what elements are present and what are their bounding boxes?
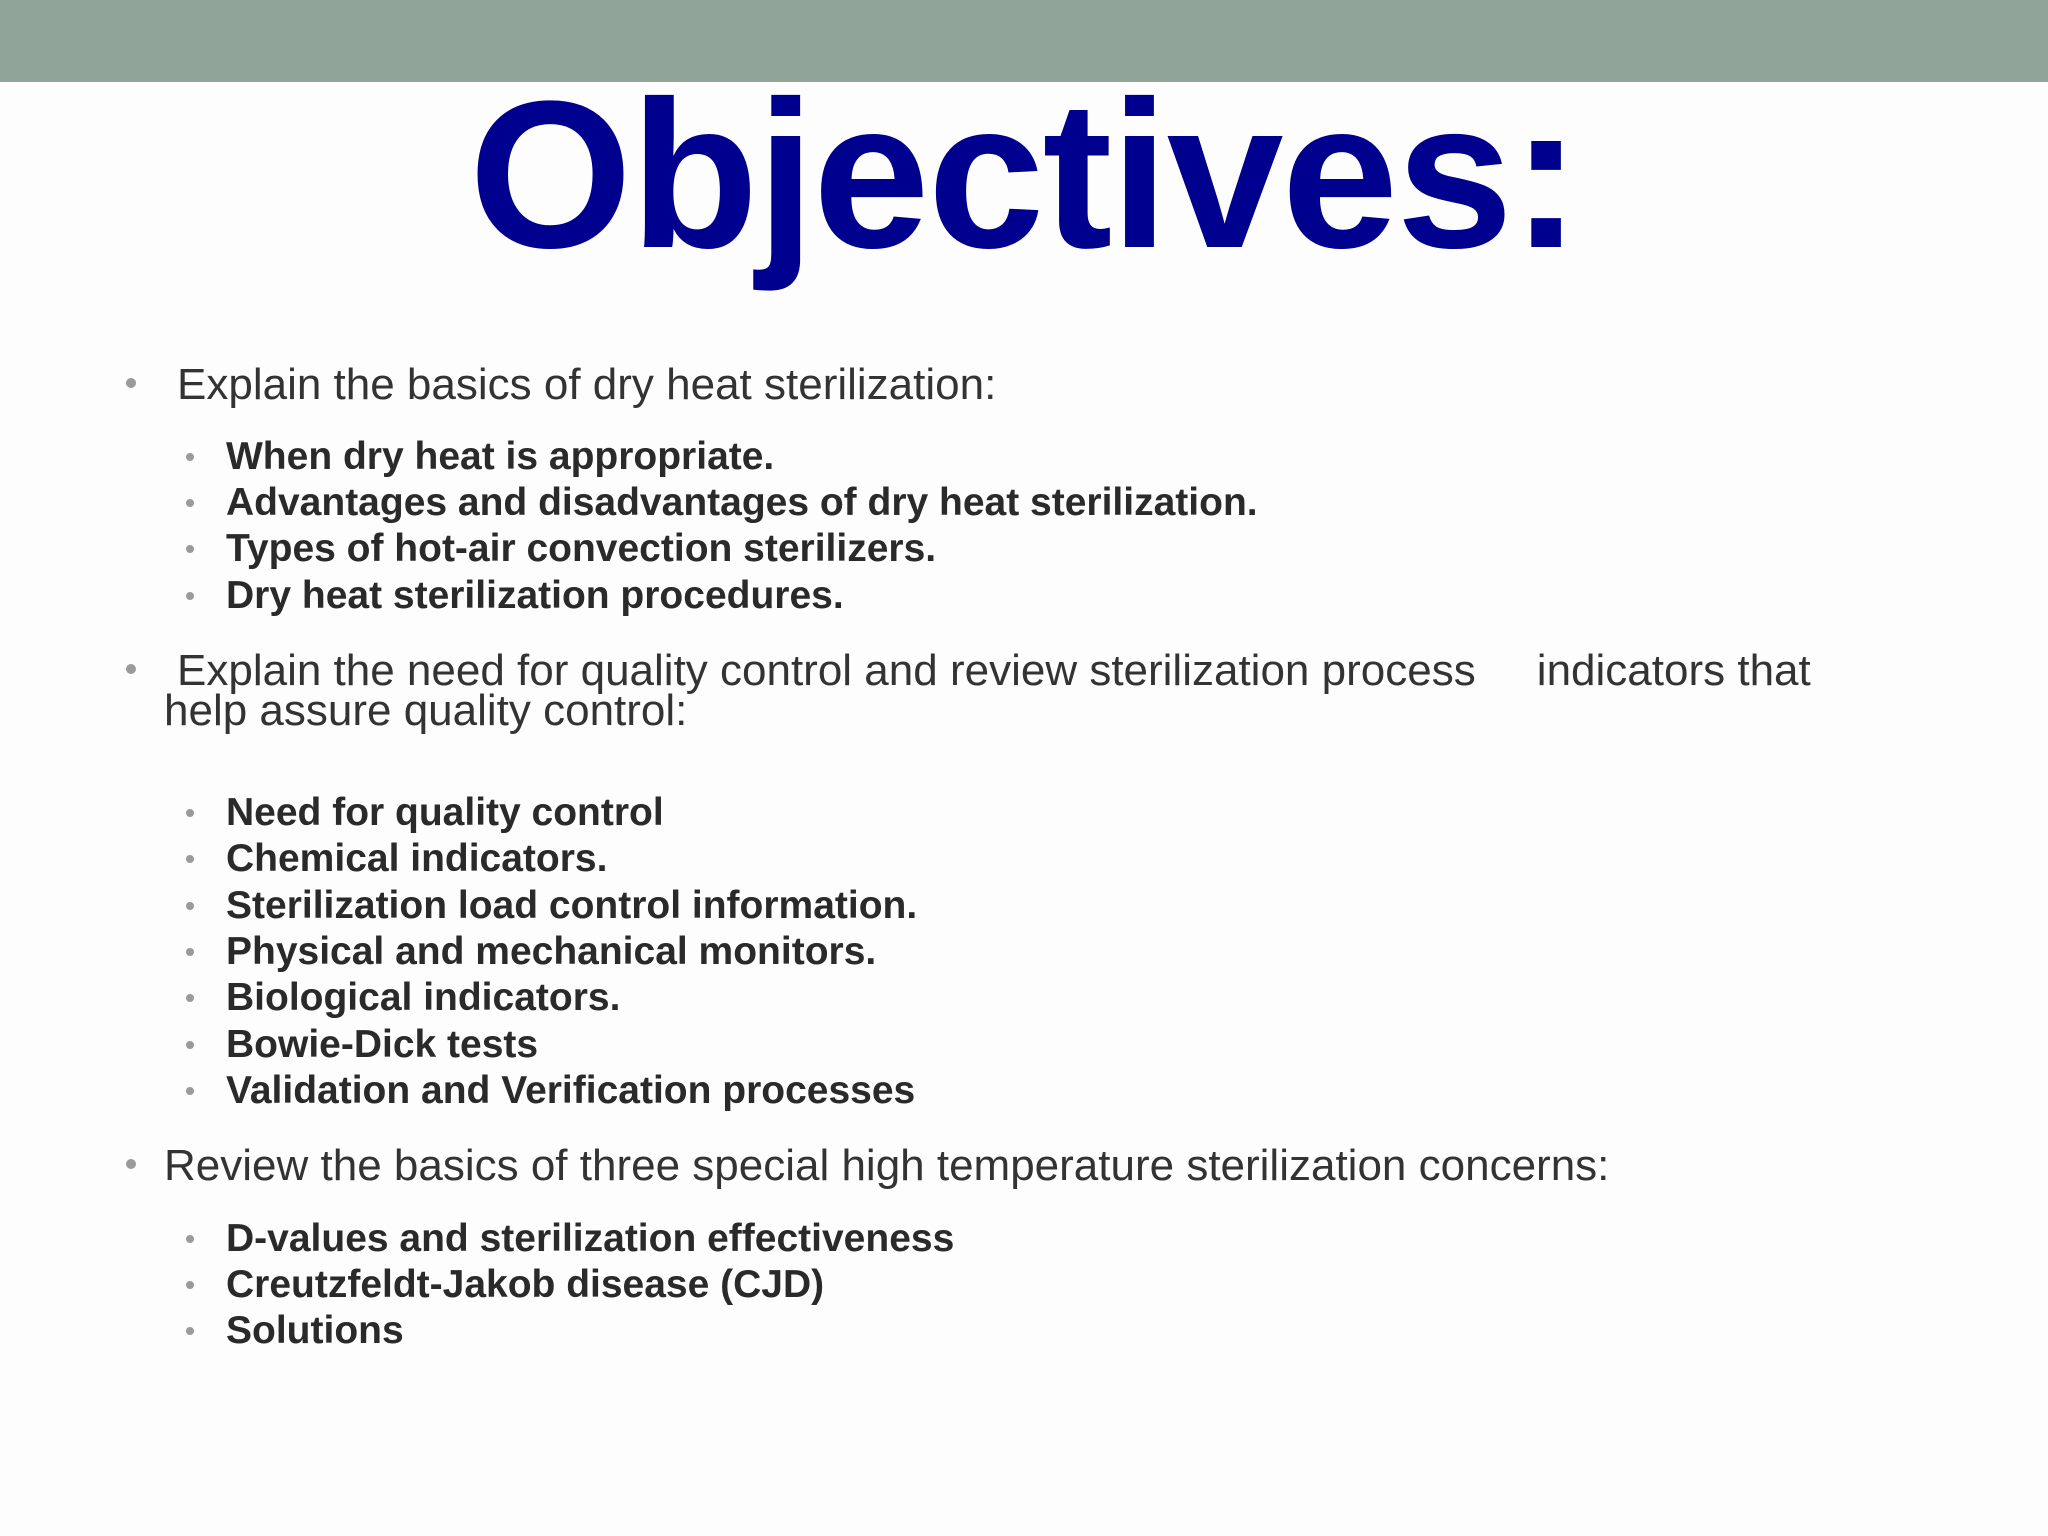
sub-bullet-dot-icon (186, 855, 194, 863)
sub-bullet-dot-icon (186, 902, 194, 910)
objective-heading-2-continued: help assure quality control: (164, 686, 688, 735)
objective-heading-2: Explain the need for quality control and review sterilization process indicators that (177, 646, 1811, 695)
sub-bullet-dot-icon (186, 545, 194, 553)
bullet-dot-icon (126, 378, 136, 388)
sub-item: Validation and Verification processes (226, 1069, 916, 1112)
slide-title: Objectives: (468, 57, 1580, 292)
sub-item: Biological indicators. (226, 976, 621, 1019)
sub-item: Dry heat sterilization procedures. (226, 574, 844, 617)
sub-item: D-values and sterilization effectiveness (226, 1217, 955, 1260)
sub-item: Types of hot-air convection sterilizers. (226, 527, 937, 570)
sub-bullet-dot-icon (186, 1327, 194, 1335)
sub-bullet-dot-icon (186, 453, 194, 461)
sub-item: Sterilization load control information. (226, 884, 918, 927)
sub-item: Chemical indicators. (226, 837, 608, 880)
sub-item: When dry heat is appropriate. (226, 435, 775, 478)
sub-bullet-dot-icon (186, 948, 194, 956)
sub-item: Need for quality control (226, 791, 664, 834)
sub-bullet-dot-icon (186, 1281, 194, 1289)
sub-item: Bowie-Dick tests (226, 1023, 539, 1066)
bullet-dot-icon (126, 664, 136, 674)
bullet-dot-icon (126, 1159, 136, 1169)
sub-bullet-dot-icon (186, 809, 194, 817)
sub-bullet-dot-icon (186, 592, 194, 600)
sub-bullet-dot-icon (186, 499, 194, 507)
sub-item: Physical and mechanical monitors. (226, 930, 877, 973)
sub-bullet-dot-icon (186, 1041, 194, 1049)
sub-bullet-dot-icon (186, 994, 194, 1002)
sub-item: Solutions (226, 1309, 404, 1352)
sub-bullet-dot-icon (186, 1087, 194, 1095)
objective-heading-1: Explain the basics of dry heat sterilization: (177, 360, 997, 409)
sub-item: Advantages and disadvantages of dry heat sterilization. (226, 481, 1258, 524)
sub-item: Creutzfeldt-Jakob disease (CJD) (226, 1263, 825, 1306)
sub-bullet-dot-icon (186, 1235, 194, 1243)
objective-heading-3: Review the basics of three special high temperature sterilization concerns: (164, 1141, 1610, 1190)
